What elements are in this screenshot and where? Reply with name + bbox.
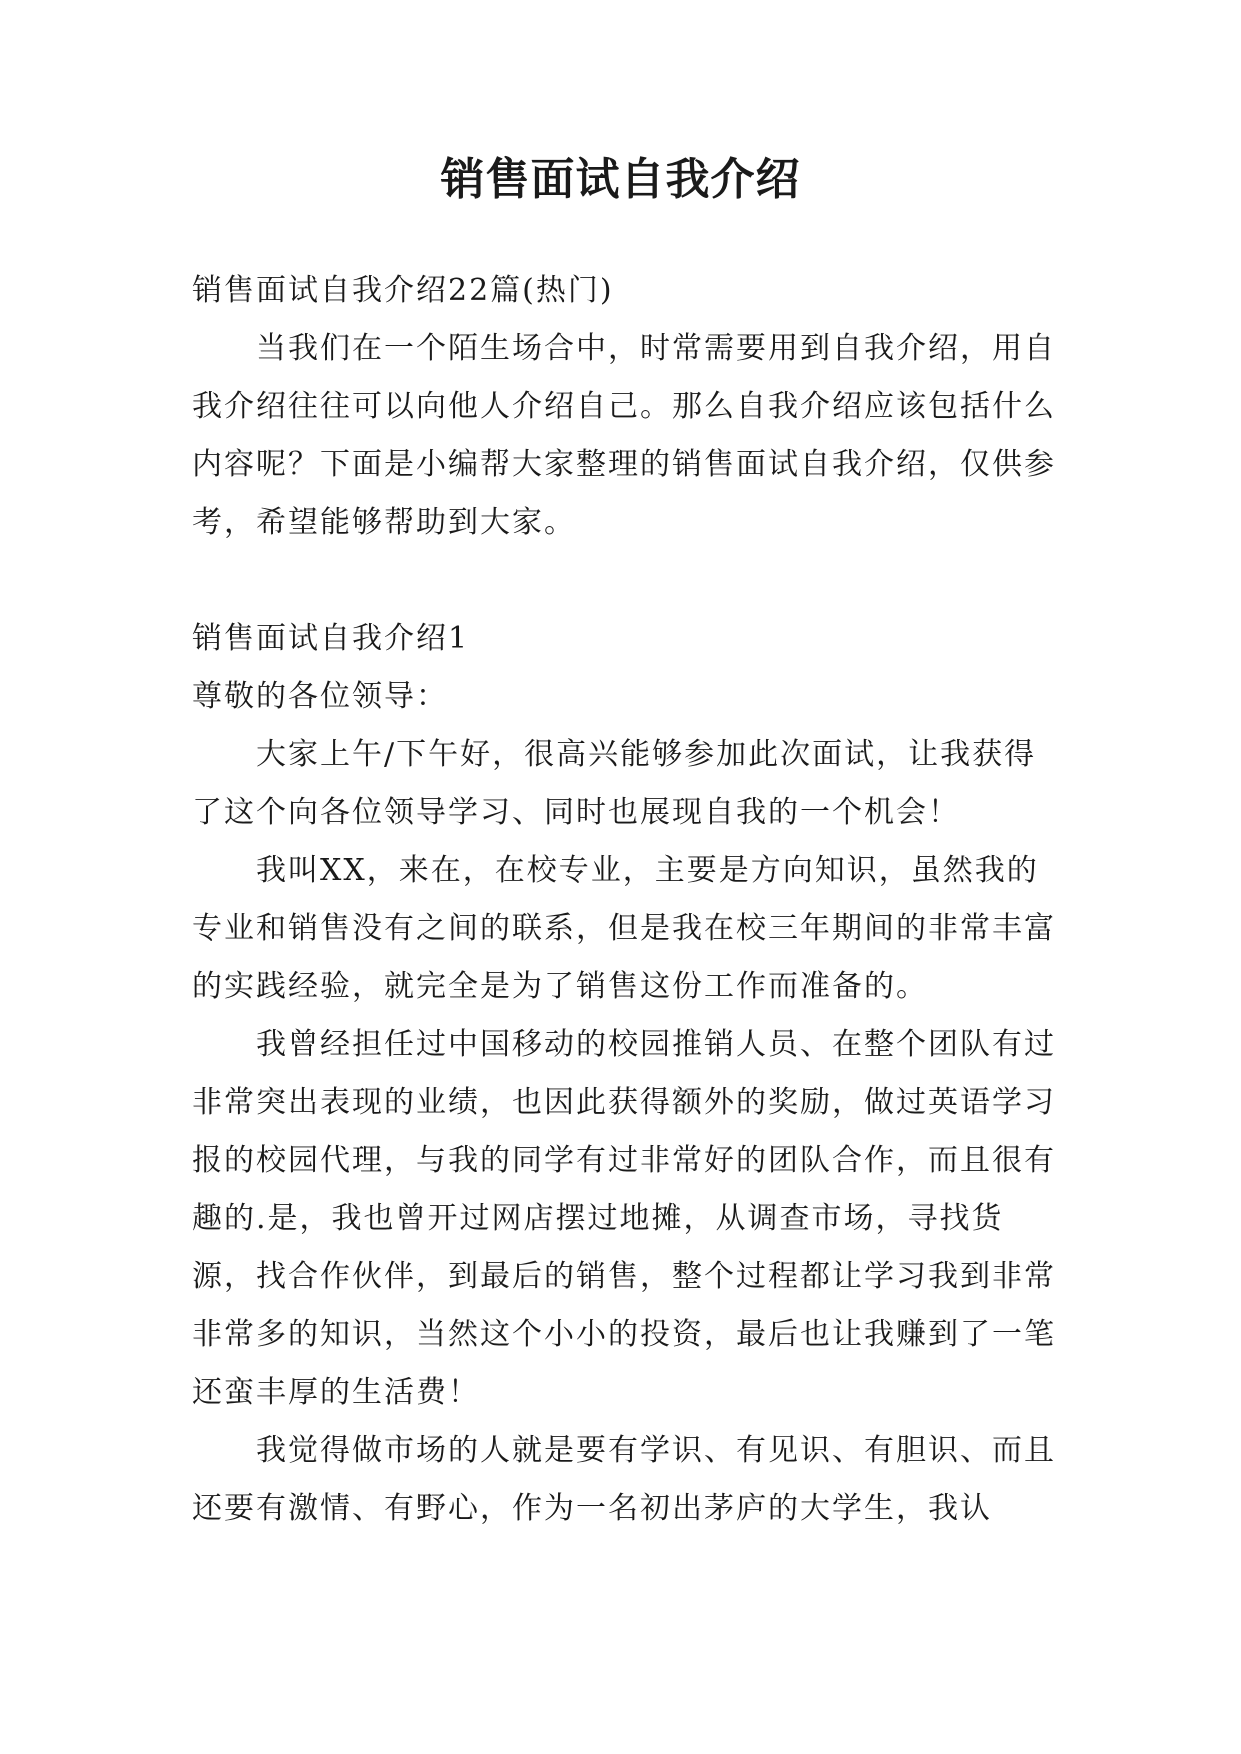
body-paragraph: 我觉得做市场的人就是要有学识、有见识、有胆识、而且还要有激情、有野心，作为一名初出茅庐的大学生，我认 xyxy=(192,1433,1056,1526)
document-title: 销售面试自我介绍 xyxy=(440,154,801,205)
salutation: 尊敬的各位领导： xyxy=(192,679,448,714)
paragraph-spacer xyxy=(192,552,1062,610)
section-heading: 销售面试自我介绍1 xyxy=(192,621,470,656)
document-subtitle: 销售面试自我介绍22篇(热门) xyxy=(192,273,614,308)
intro-paragraph: 当我们在一个陌生场合中，时常需要用到自我介绍，用自我介绍往往可以向他人介绍自己。那么自我介绍应该包括什么内容呢？下面是小编帮大家整理的销售面试自我介绍，仅供参考，希望能够帮助到大家。 xyxy=(192,331,1056,540)
body-paragraph: 大家上午/下午好，很高兴能够参加此次面试，让我获得了这个向各位领导学习、同时也展现自我的一个机会！ xyxy=(192,737,1037,830)
body-paragraph: 我曾经担任过中国移动的校园推销人员、在整个团队有过非常突出表现的业绩，也因此获得额外的奖励，做过英语学习报的校园代理，与我的同学有过非常好的团队合作，而且很有趣的.是，我也曾开过网店摆过地摊，从调查市场，寻找货源，找合作伙伴，到最后的销售，整个过程都让学习我到非常非常多的知识，当然这个小小的投资，最后也让我赚到了一笔还蛮丰厚的生活费！ xyxy=(192,1027,1056,1410)
body-paragraph: 我叫XX，来在，在校专业，主要是方向知识，虽然我的专业和销售没有之间的联系，但是我在校三年期间的非常丰富的实践经验，就完全是为了销售这份工作而准备的。 xyxy=(192,853,1056,1004)
document-body xyxy=(192,262,1062,1538)
